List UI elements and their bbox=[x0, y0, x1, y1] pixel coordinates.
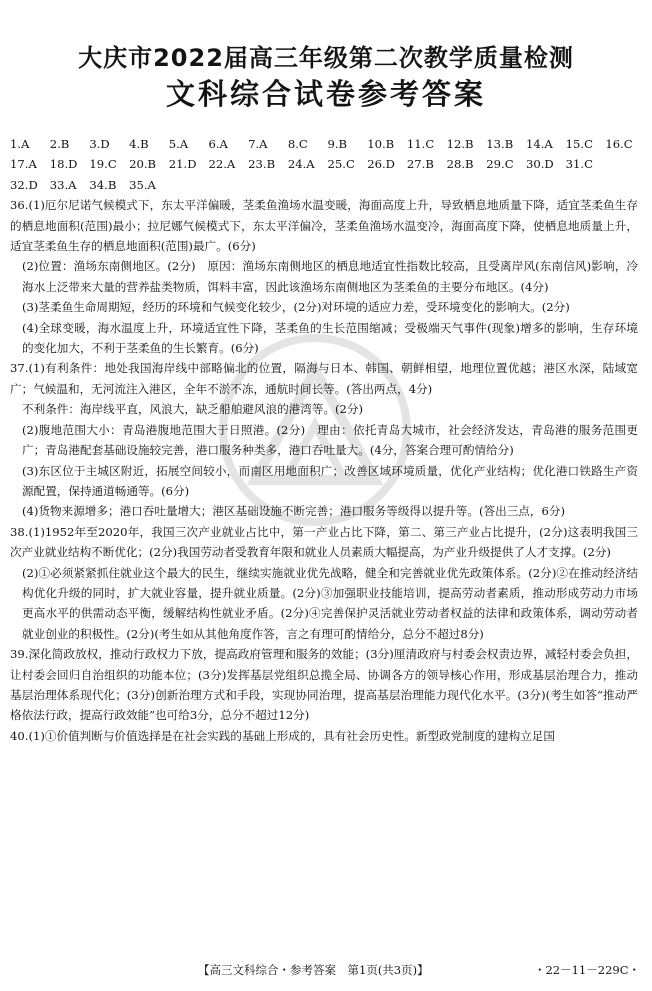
answer-paragraph-37-3: (3)东区位于主城区附近，拓展空间较小，而南区用地面积广；改善区域环境质量，优化产业结构；优化港口铁路生产资源配置，保持通道畅通等。(6分) bbox=[22, 463, 638, 498]
answer-paragraph-38-2: (2)①必须紧紧抓住就业这个最大的民生，继续实施就业优先战略，健全和完善就业优先政策体系。(2分)②在推动经济结构优化升级的同时，扩大就业容量，提升就业质量。(2分)③加强职业技能培训，提高劳动者素质，推动形成劳动力市场更高水平的供需动态平衡，缓解结构性就业矛盾。(2分)④完善保护灵活就业劳动者权益的法律和政策体系，调动劳动者就业创业的积极性。(2分)(考生如从其他角度作答，言之有理可酌情给分，总分不超过8分) bbox=[22, 565, 638, 641]
document-title: 大庆市2022届高三年级第二次教学质量检测 bbox=[78, 44, 574, 72]
mc-answer: 20.B bbox=[129, 157, 157, 172]
mc-answer: 22.A bbox=[208, 157, 236, 172]
mc-answer: 12.B bbox=[446, 137, 474, 151]
answer-paragraph-37-2: (2)腹地范围大小：青岛港腹地范围大于日照港。(2分) 理由：依托青岛大城市，社会经济发达，青岛港的服务范围更广；青岛港配套基础设施较完善，港口服务种类多，港口吞吐量大。(4分，答案合理可酌情给分) bbox=[22, 422, 638, 458]
mc-answer: 21.D bbox=[168, 157, 197, 172]
mc-answer: 29.C bbox=[486, 157, 514, 172]
mc-answer: 28.B bbox=[446, 157, 474, 172]
answer-paragraph-36-3: (3)茎柔鱼生命周期短，经历的环境和气候变化较少，(2分)对环境的适应力差，受环境变化的影响大。(2分) bbox=[22, 300, 570, 315]
page-footer bbox=[0, 962, 652, 982]
mc-answer: 6.A bbox=[208, 137, 228, 151]
mc-answer: 19.C bbox=[89, 157, 117, 172]
mc-answer: 16.C bbox=[605, 137, 633, 151]
answer-paragraph-38-1: 38.(1)1952年至2020年，我国三次产业就业占比中，第一产业占比下降，第二、第三产业占比提升，(2分)这表明我国三次产业就业结构不断优化；(2分)我国劳动者受教育年限和就业人员素质大幅提高，为产业升级提供了人才支撑。(2分) bbox=[10, 524, 638, 560]
mc-answer: 8.C bbox=[287, 137, 308, 151]
mc-answer: 14.A bbox=[525, 137, 553, 151]
mc-answer: 33.A bbox=[49, 177, 77, 192]
answer-content bbox=[10, 134, 638, 746]
mc-answer: 5.A bbox=[168, 137, 189, 151]
mc-answer: 4.B bbox=[129, 137, 149, 151]
mc-answer: 13.B bbox=[486, 137, 514, 151]
mc-answer: 35.A bbox=[129, 177, 156, 192]
document-subtitle: 文科综合试卷参考答案 bbox=[165, 77, 486, 111]
mc-answer: 18.D bbox=[49, 157, 78, 172]
mc-answer-row bbox=[10, 154, 638, 174]
mc-answer: 7.A bbox=[248, 137, 268, 151]
mc-answer: 34.B bbox=[89, 177, 117, 192]
mc-answer: 24.A bbox=[287, 157, 315, 172]
answer-paragraph-37-1b: 不利条件：海岸线平直，风浪大，缺乏船舶避风浪的港湾等。(2分) bbox=[22, 402, 364, 417]
footer-page-info: 【高三文科综合・参考答案 第1页(共3页)】 bbox=[198, 963, 429, 977]
answer-paragraph-36-4: (4)全球变暖，海水温度上升，环境适宜性下降，茎柔鱼的生长范围缩减；受极端天气事件(现象)增多的影响，生存环境的变化加大，不利于茎柔鱼的生长繁育。(6分) bbox=[22, 320, 638, 356]
answer-paragraph-40-1: 40.(1)①价值判断与价值选择是在社会实践的基础上形成的，具有社会历史性。新型政党制度的建构立足国 bbox=[10, 728, 555, 743]
mc-answer: 25.C bbox=[327, 157, 355, 172]
mc-answer: 10.B bbox=[367, 137, 395, 151]
answer-paragraph-36-2: (2)位置：渔场东南侧地区。(2分) 原因：渔场东南侧地区的栖息地适宜性指数比较高，且受离岸风(东南信风)影响，冷海水上泛带来大量的营养盐类物质，饵料丰富，因此该渔场东南侧地区为茎柔鱼的主要分布地区。(4分) bbox=[22, 259, 638, 294]
answer-paragraph-37-4: (4)货物来源增多；港口吞吐量增大；港区基础设施不断完善；港口服务等级得以提升等。(答出三点，6分) bbox=[22, 504, 565, 519]
mc-answer: 27.B bbox=[406, 157, 434, 172]
mc-answer-row bbox=[10, 175, 638, 195]
footer-code: ・22－11－229C・ bbox=[533, 963, 640, 977]
answer-paragraph-37-1: 37.(1)有利条件：地处我国海岸线中部略偏北的位置，隔海与日本、韩国、朝鲜相望，地理位置优越；港区水深，陆域宽广；气候温和，无河流注入港区，全年不淤不冻，通航时间长等。(答出两点，4分) bbox=[10, 361, 638, 396]
answer-paragraph-39: 39.深化简政放权，推动行政权力下放，提高政府管理和服务的效能；(3分)厘清政府与村委会权责边界，减轻村委会负担，让村委会回归自治组织的功能本位；(3分)发挥基层党组织总揽全局、协调各方的领导核心作用，形成基层治理合力，推动基层治理体系现代化；(3分)创新治理方式和手段，实现协同治理，提高基层治理能力现代化水平。(3分)(考生如答“推动严格依法行政，提高行政效能”也可给3分，总分不超过12分) bbox=[10, 647, 638, 723]
mc-answer: 23.B bbox=[248, 157, 276, 172]
mc-answer: 30.D bbox=[525, 157, 554, 172]
mc-answer: 9.B bbox=[327, 137, 348, 151]
mc-answer: 1.A bbox=[10, 137, 30, 151]
mc-answer: 3.D bbox=[89, 137, 110, 151]
mc-answer: 17.A bbox=[10, 157, 37, 172]
mc-answer: 11.C bbox=[406, 137, 435, 151]
mc-answer: 32.D bbox=[10, 177, 38, 192]
mc-answer: 31.C bbox=[565, 157, 593, 172]
mc-answer: 26.D bbox=[367, 157, 395, 172]
answer-paragraph-36-1: 36.(1)厄尔尼诺气候模式下，东太平洋偏暖，茎柔鱼渔场水温变暖，海面高度上升，导致栖息地质量下降，适宜茎柔鱼生存的栖息地面积(范围)最小；拉尼娜气候模式下，东太平洋偏冷，茎柔鱼渔场水温变冷，海面高度下降，使栖息地质量上升，适宜茎柔鱼生存的栖息地面积(范围)最广。(6分) bbox=[10, 198, 638, 254]
mc-answer-row bbox=[10, 134, 638, 154]
mc-answer: 2.B bbox=[49, 137, 70, 151]
mc-answer: 15.C bbox=[565, 137, 593, 151]
